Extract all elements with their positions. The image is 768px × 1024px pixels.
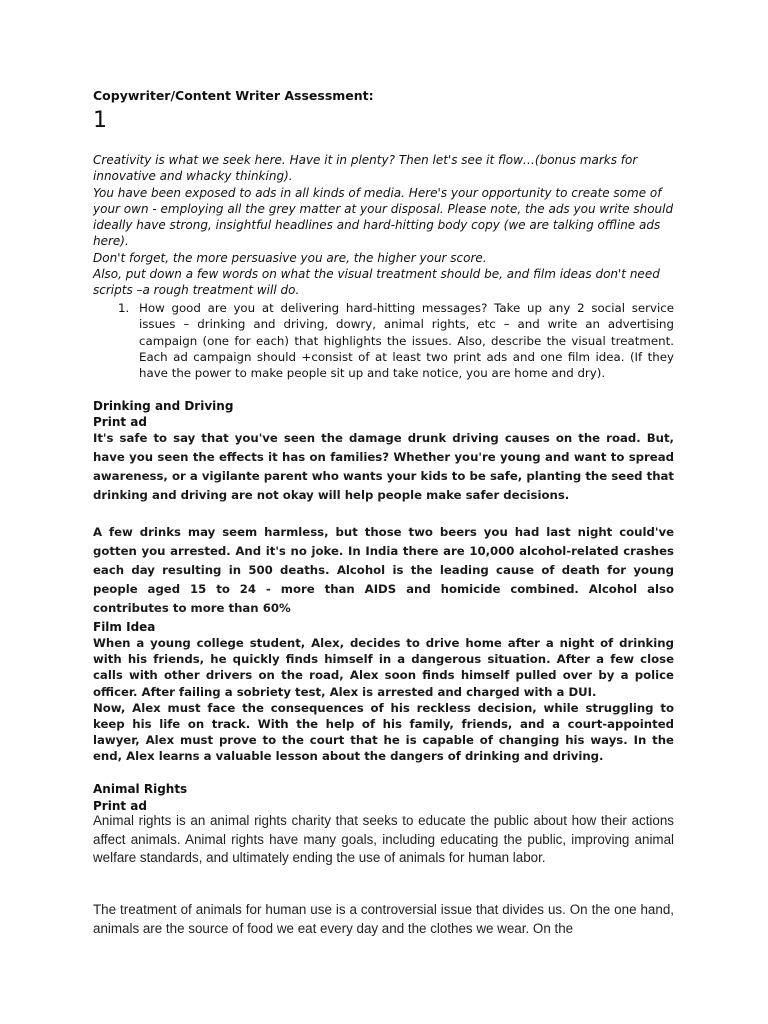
paragraph-text: Now, Alex must face the consequences of his reckless decision, while struggling to keep his life on track. With the help of his family, friends, and a court-appointed lawyer, Alex must prove to the court that he is capable of changing his ways. In the end, Alex learns a valuable lesson about the dangers of drinking and driving. xyxy=(93,700,674,764)
task-number: 1. xyxy=(118,301,130,315)
intro-line: Also, put down a few words on what the visual treatment should be, and film ideas don't need scripts –a rough treatment will do. xyxy=(93,267,660,298)
intro-instructions xyxy=(93,152,674,299)
animal-print-paragraph xyxy=(93,812,674,868)
drinking-print-paragraph xyxy=(93,429,674,505)
paragraph-text: When a young college student, Alex, decides to drive home after a night of drinking with his friends, he quickly finds himself in a dangerous situation. After a few close calls with other drivers on the road, Alex soon finds himself pulled over by a police officer. After failing a sobriety test, Alex is arrested and charged with a DUI. xyxy=(93,636,674,699)
paragraph-text: A few drinks may seem harmless, but those two beers you had last night could've gotten you arrested. And it's no joke. In India there are 10,000 alcohol-related crashes each day resulting in 500 deaths. Alcohol is the leading cause of death for young people aged 15 to 24 - more than AIDS and homicide combined. Alcohol also contributes to more than 60% xyxy=(93,525,674,615)
assessment-number: 1 xyxy=(93,108,107,133)
paragraph-text: The treatment of animals for human use is a controversial issue that divides us. On the one hand, animals are the source of food we eat every day and the clothes we wear. On the xyxy=(93,902,674,936)
intro-line: Don't forget, the more persuasive you are, the higher your score. xyxy=(93,250,487,265)
intro-line: You have been exposed to ads in all kinds of media. Here's your opportunity to create some of your own - employing all the grey matter at your disposal. Please note, the ads you write should ideally have strong, insightful headlines and hard-hitting body copy (we are talking offline ads here). xyxy=(93,185,674,249)
paragraph-text: Animal rights is an animal rights charity that seeks to educate the public about how their actions affect animals. Animal rights have many goals, including educating the public, improving animal welfare standards, and ultimately ending the use of animals for human labor. xyxy=(93,813,674,866)
task-item xyxy=(118,300,674,381)
paragraph-text: It's safe to say that you've seen the damage drunk driving causes on the road. But, have you seen the effects it has on families? Whether you're young and want to spread awareness, or a vigilante parent who wants your kids to be safe, planting the seed that drinking and driving are not okay will help people make safer decisions. xyxy=(93,431,674,502)
print-ad-label: Print ad xyxy=(93,799,147,813)
intro-line: Creativity is what we seek here. Have it in plenty? Then let's see it flow…(bonus marks for innovative and whacky thinking). xyxy=(93,153,638,184)
animal-print-paragraph xyxy=(93,901,674,938)
film-idea-paragraph xyxy=(93,635,674,765)
task-text: How good are you at delivering hard-hitting messages? Take up any 2 social service issues – drinking and driving, dowry, animal rights, etc – and write an advertising campaign (one for each) that highlights the issues. Also, describe the visual treatment. Each ad campaign should +consist of at least two print ads and one film idea. (If they have the power to make people sit up and take notice, you are home and dry). xyxy=(139,301,674,381)
document-page xyxy=(93,0,674,1024)
drinking-print-paragraph xyxy=(93,523,674,618)
print-ad-label: Print ad xyxy=(93,415,147,429)
task-list xyxy=(118,300,674,381)
document-title: Copywriter/Content Writer Assessment: xyxy=(93,88,374,103)
section-heading-drinking: Drinking and Driving xyxy=(93,399,234,413)
film-idea-label: Film Idea xyxy=(93,620,156,634)
section-heading-animal: Animal Rights xyxy=(93,782,188,796)
